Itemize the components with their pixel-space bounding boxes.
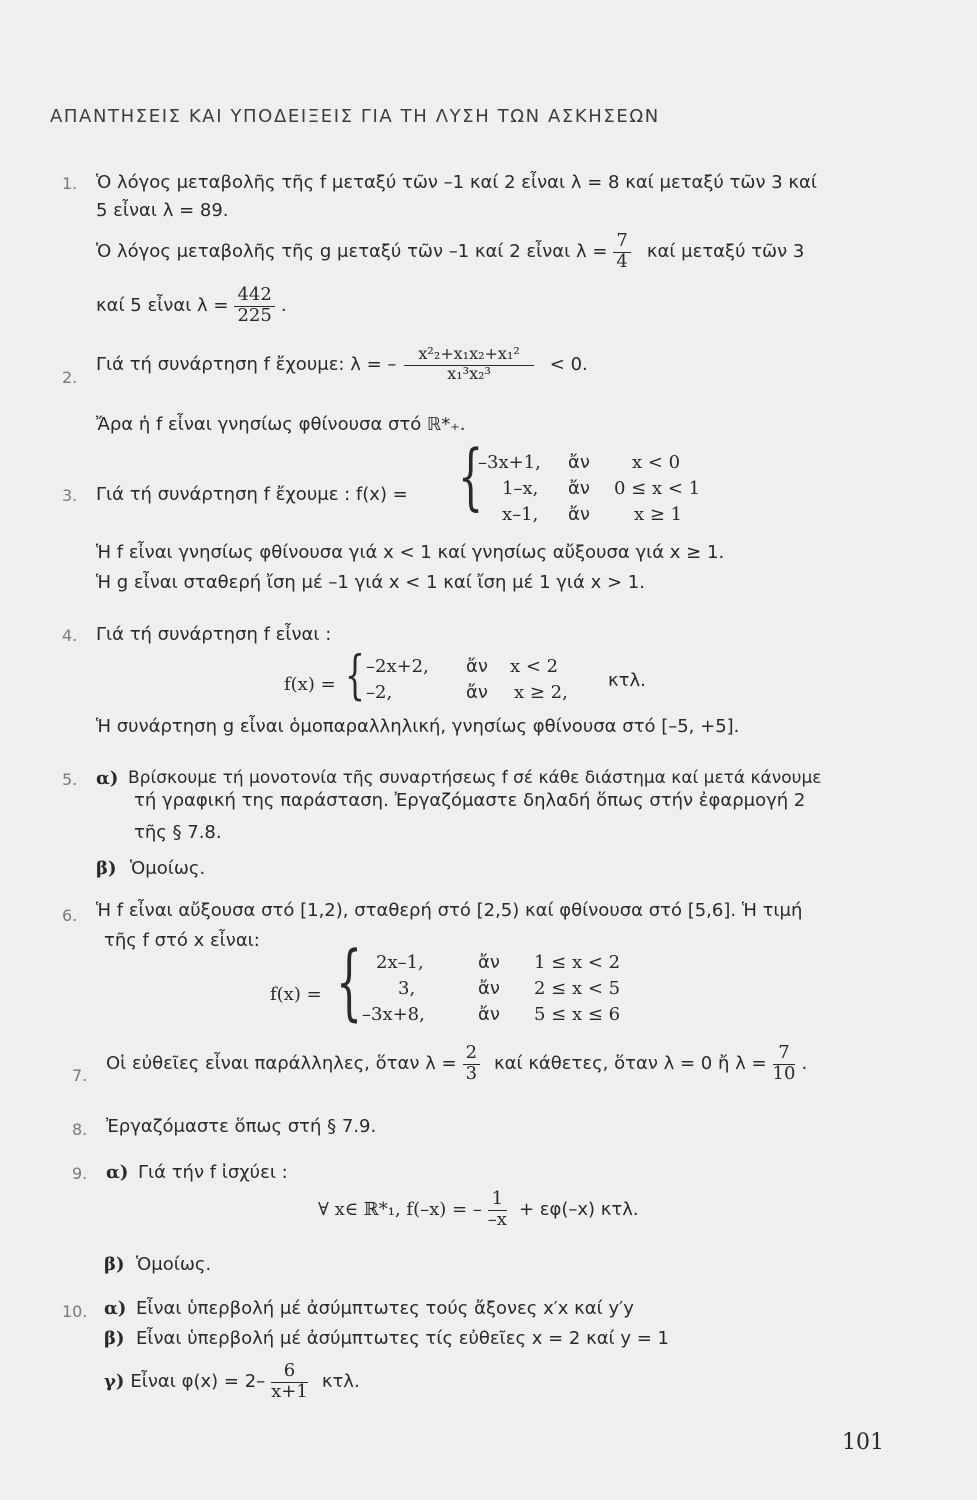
ex6-fx: f(x) = (270, 984, 322, 1005)
ex7-fraction-7-10 (773, 1044, 796, 1084)
ex9-formula-tail: + εφ(–x) κτλ. (518, 1199, 639, 1221)
ex2-line1-tail: < 0. (549, 353, 588, 375)
ex4-case1-if: ἄν (466, 656, 488, 677)
ex1-line1: Ὁ λόγος μεταβολῆς τῆς f μεταξύ τῶν –1 καί 2 εἶναι λ = 8 καί μεταξύ τῶν 3 καί (96, 172, 817, 193)
ex5-label-b: β) (96, 858, 117, 879)
item-number-2: 2. (62, 368, 78, 387)
ex6-brace: { (336, 935, 363, 1030)
ex3-case1-range: x < 0 (632, 452, 681, 473)
ex1-fraction-7-4 (613, 232, 630, 272)
ex9-fraction (488, 1190, 507, 1230)
ex9-label-a: α) (106, 1162, 129, 1183)
ex7-text-a: Οἱ εὐθεῖες εἶναι παράλληλες, ὅταν λ = (106, 1053, 457, 1075)
ex4-lead: Γιά τή συνάρτηση f εἶναι : (96, 624, 332, 645)
ex10-fraction (271, 1362, 308, 1402)
ex7-line (106, 1044, 807, 1084)
ex7-text-b: καί κάθετες, ὅταν λ = 0 ἤ λ = (494, 1053, 767, 1075)
ex5-line4: Ὁμοίως. (130, 858, 206, 879)
fraction-numerator: 1 (488, 1190, 507, 1211)
fraction-denominator: x+1 (271, 1380, 308, 1402)
ex4-case1-expr: –2x+2, (366, 656, 429, 677)
fraction-denominator: 10 (772, 1062, 796, 1084)
ex1-line4-text: καί 5 εἶναι λ = (96, 295, 229, 317)
ex4-line3: Ἡ συνάρτηση g εἶναι ὁμοπαραλληλική, γνησίως φθίνουσα στό [–5, +5]. (96, 716, 740, 737)
fraction-numerator: x²₂+x₁x₂+x₁² (404, 346, 533, 366)
item-number-4: 4. (62, 626, 78, 645)
ex6-case3-if: ἄν (478, 1004, 500, 1025)
ex3-brace: { (458, 434, 484, 518)
fraction-denominator: 4 (616, 250, 628, 272)
fraction-numerator: 442 (234, 286, 274, 307)
ex3-lead: Γιά τή συνάρτηση f ἔχουμε : f(x) = (96, 484, 408, 505)
ex3-case2-expr: 1–x, (502, 478, 539, 499)
page-header: ΑΠΑΝΤΗΣΕΙΣ ΚΑΙ ΥΠΟΔΕΙΞΕΙΣ ΓΙΑ ΤΗ ΛΥΣΗ ΤΩΝ ΑΣΚΗΣΕΩΝ (50, 106, 660, 127)
fraction-numerator: 2 (463, 1044, 480, 1065)
ex5-line3: τῆς § 7.8. (134, 822, 222, 843)
ex10-label-g: γ) (104, 1371, 125, 1393)
ex10-line3 (104, 1362, 360, 1402)
ex7-period: . (801, 1053, 808, 1075)
item-number-8: 8. (72, 1120, 88, 1139)
ex5-line2: τή γραφική της παράσταση. Ἐργαζόμαστε δηλαδή ὅπως στήν ἐφαρμογή 2 (134, 790, 806, 811)
ex1-line4-period: . (280, 295, 287, 317)
ex3-case3-if: ἄν (568, 504, 590, 525)
ex10-label-a: α) (104, 1298, 127, 1319)
ex1-line3-text: Ὁ λόγος μεταβολῆς τῆς g μεταξύ τῶν –1 καί 2 εἶναι λ = (96, 241, 608, 263)
item-number-9: 9. (72, 1164, 88, 1183)
ex3-case1-if: ἄν (568, 452, 590, 473)
ex6-case3-range: 5 ≤ x ≤ 6 (534, 1004, 621, 1025)
ex4-ktl: κτλ. (608, 670, 646, 691)
item-number-6: 6. (62, 906, 78, 925)
ex6-case2-if: ἄν (478, 978, 500, 999)
ex1-line3-tail: καί μεταξύ τῶν 3 (646, 241, 805, 263)
ex2-line2: Ἄρα ἡ f εἶναι γνησίως φθίνουσα στό ℝ*₊. (96, 414, 466, 435)
ex5-line1: Βρίσκουμε τή μονοτονία τῆς συναρτήσεως f σέ κάθε διάστημα καί μετά κάνουμε (128, 768, 822, 788)
ex3-case1-expr: –3x+1, (478, 452, 541, 473)
fraction-denominator: x₁³x₂³ (447, 363, 491, 383)
ex1-line3 (96, 232, 804, 272)
ex6-case1-if: ἄν (478, 952, 500, 973)
ex9-formula (318, 1190, 639, 1230)
ex9-line1: Γιά τήν f ἰσχύει : (138, 1162, 288, 1183)
ex4-case2-if: ἄν (466, 682, 488, 703)
ex4-brace: { (345, 646, 365, 706)
ex2-line1-text: Γιά τή συνάρτηση f ἔχουμε: λ = – (96, 353, 397, 375)
ex1-line2: 5 εἶναι λ = 89. (96, 200, 229, 221)
ex8-line: Ἐργαζόμαστε ὅπως στή § 7.9. (106, 1116, 377, 1137)
item-number-1: 1. (62, 174, 78, 193)
ex10-line1: Εἶναι ὑπερβολή μέ ἀσύμπτωτες τούς ἄξονες x′x καί y′y (136, 1298, 634, 1319)
ex6-line1: Ἡ f εἶναι αὔξουσα στό [1,2), σταθερή στό [2,5) καί φθίνουσα στό [5,6]. Ἡ τιμή (96, 900, 803, 921)
ex4-case2-range: x ≥ 2, (514, 682, 568, 703)
ex6-line2: τῆς f στό x εἶναι: (104, 930, 260, 951)
ex3-case3-range: x ≥ 1 (634, 504, 683, 525)
ex10-line3-text: Εἶναι φ(x) = 2– (130, 1371, 266, 1393)
ex6-case1-range: 1 ≤ x < 2 (534, 952, 621, 973)
ex6-case2-range: 2 ≤ x < 5 (534, 978, 621, 999)
ex3-line4: Ἡ f εἶναι γνησίως φθίνουσα γιά x < 1 καί γνησίως αὔξουσα γιά x ≥ 1. (96, 542, 725, 563)
ex9-line2: Ὁμοίως. (136, 1254, 212, 1275)
ex5-label-a: α) (96, 768, 119, 789)
ex4-case2-expr: –2, (366, 682, 393, 703)
ex1-fraction-442-225 (234, 286, 274, 326)
ex10-line3-tail: κτλ. (321, 1371, 360, 1393)
item-number-3: 3. (62, 486, 78, 505)
ex2-line1 (96, 346, 588, 383)
ex3-line5: Ἡ g εἶναι σταθερή ἴση μέ –1 γιά x < 1 καί ἴση μέ 1 γιά x > 1. (96, 572, 645, 593)
ex4-fx: f(x) = (284, 674, 336, 695)
fraction-denominator: 3 (465, 1062, 478, 1084)
ex4-case1-range: x < 2 (510, 656, 559, 677)
ex6-case3-expr: –3x+8, (362, 1004, 425, 1025)
item-number-5: 5. (62, 770, 78, 789)
ex6-case1-expr: 2x–1, (376, 952, 424, 973)
ex10-line2: Εἶναι ὑπερβολή μέ ἀσύμπτωτες τίς εὐθεῖες x = 2 καί y = 1 (136, 1328, 670, 1349)
item-number-7: 7. (72, 1066, 88, 1085)
ex3-case3-expr: x–1, (502, 504, 539, 525)
ex1-line4 (96, 286, 287, 326)
fraction-numerator: 7 (613, 232, 630, 253)
ex9-formula-head: ∀ x∈ ℝ*₁, f(–x) = – (318, 1199, 482, 1221)
ex3-case2-range: 0 ≤ x < 1 (614, 478, 701, 499)
fraction-numerator: 6 (271, 1362, 308, 1383)
fraction-denominator: –x (487, 1208, 507, 1230)
ex2-fraction (404, 346, 533, 383)
ex3-case2-if: ἄν (568, 478, 590, 499)
page-number: 101 (842, 1430, 884, 1455)
ex10-label-b: β) (104, 1328, 125, 1349)
fraction-numerator: 7 (773, 1044, 796, 1065)
fraction-denominator: 225 (237, 304, 272, 326)
item-number-10: 10. (62, 1302, 88, 1321)
ex9-label-b: β) (104, 1254, 125, 1275)
ex6-case2-expr: 3, (398, 978, 416, 999)
ex7-fraction-2-3 (463, 1044, 480, 1084)
